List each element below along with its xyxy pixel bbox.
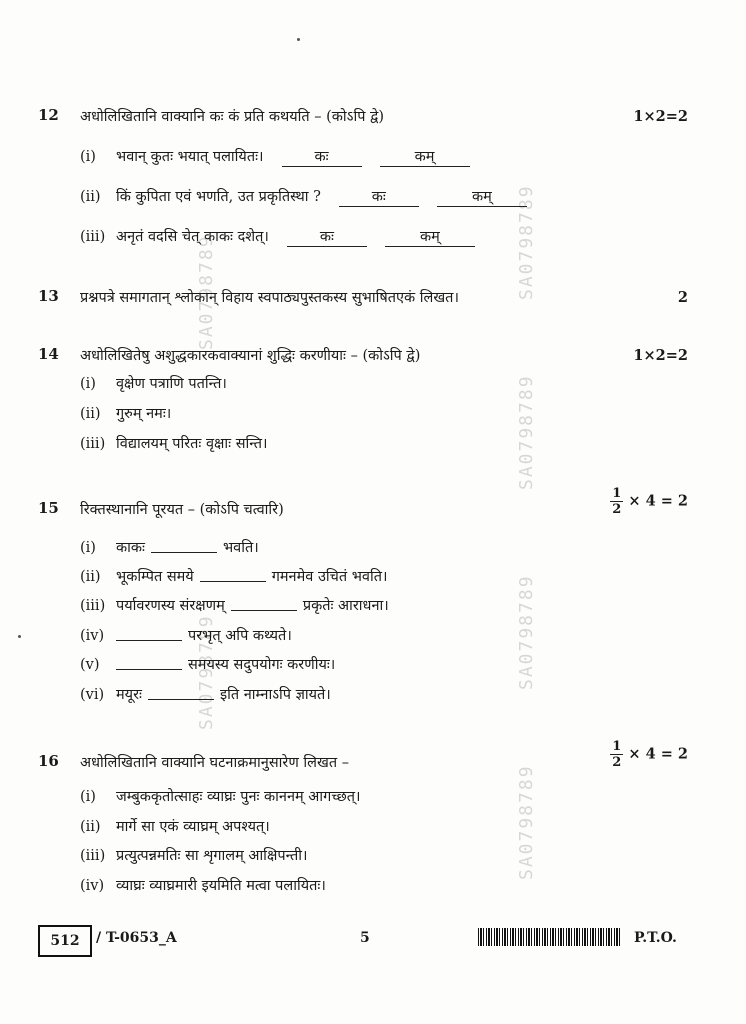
item-text: वृक्षेण पत्राणि पतन्ति।: [116, 376, 227, 392]
item-number: (ii): [80, 569, 101, 585]
item-number: (ii): [80, 819, 101, 835]
question-marks: [610, 740, 688, 769]
item-number: (ii): [80, 189, 101, 205]
item-pre: मयूरः: [116, 687, 142, 703]
fill-blank: [231, 610, 297, 611]
marks-fraction: [610, 740, 623, 769]
page-number: 5: [360, 930, 370, 946]
question-number: 16: [38, 752, 59, 770]
item-number: (i): [80, 789, 96, 805]
item-post: गमनमेव उचितं भवति।: [271, 569, 388, 585]
watermark: SA0798789: [516, 184, 537, 300]
fraction-numerator: 1: [612, 739, 622, 754]
fraction-denominator: 2: [612, 502, 622, 517]
item-text: अनृतं वदसि चेत् काकः दशेत्।: [116, 229, 269, 245]
item-post: प्रकृतेः आराधना।: [302, 598, 389, 614]
sub-item: [80, 566, 388, 586]
item-number: (v): [80, 657, 100, 673]
item-number: (ii): [80, 406, 101, 422]
marks-fraction: [610, 487, 623, 516]
item-number: (iii): [80, 598, 106, 614]
item-number: (i): [80, 376, 96, 392]
question-number: 14: [38, 345, 59, 363]
item-pre: काकः: [116, 540, 145, 556]
answer-blank: कः: [287, 226, 367, 247]
watermark: SA0798789: [516, 374, 537, 490]
marks-rest: × 4 = 2: [628, 492, 688, 510]
item-post: समयस्य सदुपयोगः करणीयः।: [188, 657, 336, 673]
item-number: (iv): [80, 878, 105, 894]
sub-item: [80, 625, 292, 645]
item-number: (iii): [80, 848, 106, 864]
sub-item: [80, 146, 470, 167]
item-text: भवान् कुतः भयात् पलायितः।: [116, 149, 264, 165]
item-post: भवति।: [222, 540, 259, 556]
sub-item: [80, 816, 270, 836]
answer-blank: कः: [282, 146, 362, 167]
item-text: किं कुपिता एवं भणति, उत प्रकृतिस्था ?: [116, 189, 321, 205]
question-marks: 2: [677, 289, 688, 306]
fill-blank: [116, 669, 182, 670]
fraction-denominator: 2: [612, 755, 622, 770]
watermark: SA0798789: [196, 614, 217, 730]
sub-item: [80, 786, 361, 806]
item-text: विद्यालयम् परितः वृक्षाः सन्ति।: [116, 436, 268, 452]
item-number: (vi): [80, 687, 105, 703]
fill-blank: [200, 581, 266, 582]
sub-item: [80, 226, 475, 247]
item-text: जम्बुककृतोत्साहः व्याघ्रः पुनः काननम् आगच्छत्।: [116, 789, 361, 805]
question-number: 12: [38, 106, 59, 124]
question-number: 15: [38, 499, 59, 517]
answer-blank: कम्: [380, 146, 470, 167]
sub-item: [80, 595, 389, 615]
item-number: (iv): [80, 628, 105, 644]
fraction-numerator: 1: [612, 486, 622, 501]
question-text: रिक्तस्थानानि पूरयत – (कोऽपि चत्वारि): [80, 502, 284, 518]
pto-label: P.T.O.: [634, 930, 677, 946]
question-text: अधोलिखितेषु अशुद्धकारकवाक्यानां शुद्धिः करणीयाः – (कोऽपि द्वे): [80, 348, 421, 364]
question-marks: 1×2=2: [633, 347, 688, 364]
item-pre: भूकम्पित समये: [116, 569, 194, 585]
sub-item: [80, 403, 171, 423]
watermark: SA0798789: [516, 574, 537, 690]
paper-code: / T-0653_A: [96, 930, 177, 946]
sub-item: [80, 654, 335, 674]
watermark: SA0798789: [196, 234, 217, 350]
question-marks: 1×2=2: [633, 108, 688, 125]
sub-item: [80, 537, 259, 557]
sub-item: [80, 875, 326, 895]
sub-item: [80, 373, 227, 393]
item-number: (iii): [80, 436, 106, 452]
sub-item: [80, 433, 268, 453]
question-number: 13: [38, 287, 59, 305]
question-text: प्रश्नपत्रे समागतान् श्लोकान् विहाय स्वपाठ्यपुस्तकस्य सुभाषितएकं लिखत।: [80, 290, 459, 306]
item-text: प्रत्युत्पन्नमतिः सा शृगालम् आक्षिपन्ती।: [116, 848, 308, 864]
answer-blank: कः: [339, 186, 419, 207]
question-text: अधोलिखितानि वाक्यानि कः कं प्रति कथयति – (कोऽपि द्वे): [80, 109, 385, 125]
item-number: (iii): [80, 229, 106, 245]
question-text: अधोलिखितानि वाक्यानि घटनाक्रमानुसारेण लिखत –: [80, 755, 349, 771]
item-number: (i): [80, 149, 96, 165]
sub-item: [80, 684, 331, 704]
item-text: मार्गे सा एकं व्याघ्रम् अपश्यत्।: [116, 819, 270, 835]
marks-rest: × 4 = 2: [628, 745, 688, 763]
item-number: (i): [80, 540, 96, 556]
set-number-box: 512: [38, 925, 92, 957]
watermark: SA0798789: [516, 764, 537, 880]
fill-blank: [151, 552, 217, 553]
item-text: व्याघ्रः व्याघ्रमारी इयमिति मत्वा पलायितः।: [116, 878, 326, 894]
answer-blank: कम्: [385, 226, 475, 247]
item-post: इति नाम्नाऽपि ज्ञायते।: [219, 687, 331, 703]
sub-item: [80, 845, 308, 865]
sub-item: [80, 186, 527, 207]
item-post: परभृत् अपि कथ्यते।: [188, 628, 292, 644]
page-footer: [0, 920, 746, 960]
item-text: गुरुम् नमः।: [116, 406, 172, 422]
barcode: [478, 928, 620, 946]
fill-blank: [116, 640, 182, 641]
fill-blank: [148, 699, 214, 700]
item-pre: पर्यावरणस्य संरक्षणम्: [116, 598, 225, 614]
question-marks: [610, 487, 688, 516]
answer-blank: कम्: [437, 186, 527, 207]
